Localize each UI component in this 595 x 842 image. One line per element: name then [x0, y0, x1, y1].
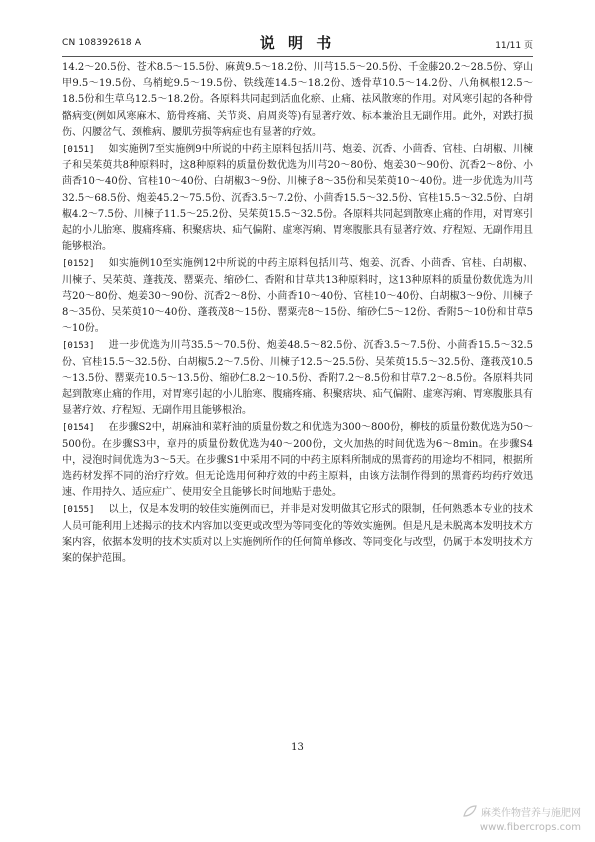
document-body — [62, 60, 533, 568]
header-divider — [62, 56, 533, 57]
document-number: CN 108392618 A — [62, 38, 142, 48]
leaf-logo-icon — [463, 805, 477, 821]
paragraph-0151 — [62, 142, 533, 255]
page-header — [62, 30, 533, 56]
paragraph-number: [0152] — [62, 259, 95, 270]
document-type-title: 说 明 书 — [259, 34, 336, 52]
paragraph-continuation — [62, 60, 533, 141]
paragraph-text: 进一步优选为川芎35.5～70.5份、炮姜48.5～82.5份、沉香3.5～7.5份、小茴香15.5～32.5份、官桂15.5～32.5份、白胡椒5.2～7.5份、川楝子12.5～25.5份、吴茱萸15.5～32.5份、蓬莪茂10.5～13.5份、罂粟壳10.5～13.5份、缩砂仁8.2～10.5份、香附7.2～8.5份和甘草7.2～8.5份。各原料共同起到散寒止痛的作用，对胃寒引起的小儿胎寒、腹痛疼痛、积聚痞块、疝气偏附、虚寒泻痢、胃寒腹胀具有显著疗效、疗程短、无副作用且能够根治。 — [62, 340, 533, 417]
site-watermark — [463, 805, 581, 834]
paragraph-number: [0154] — [62, 423, 95, 434]
watermark-url: www.fibercrops.com — [479, 822, 581, 833]
paragraph-text: 如实施例7至实施例9中所说的中药主原料包括川芎、炮姜、沉香、小茴香、官桂、白胡椒、川楝子和吴茱萸共8种原料时，这8种原料的质量份数优选为川芎20～80份、炮姜30～90份、沉香2～8份、小茴香10～40份、官桂10～40份、白胡椒3～9份、川楝子8～35份和吴茱萸10～40份。进一步优选为川芎32.5～68.5份、炮姜45.2～75.5份、沉香3.5～7.2份、小茴香15.5～32.5份、官桂15.5～32.5份、白胡椒4.2～7.5份、川楝子11.5～25.2份、吴茱萸15.5～32.5份。各原料共同起到散寒止痛的作用，对胃寒引起的小儿胎寒、腹痛疼痛、积聚痞块、疝气偏附、虚寒泻痢、胃寒腹胀具有显著疗效、疗程短、无副作用且能够根治。 — [62, 144, 533, 253]
paragraph-0155 — [62, 502, 533, 567]
paragraph-0154 — [62, 420, 533, 501]
paragraph-text: 以上，仅是本发明的较佳实施例而已，并非是对发明做其它形式的限制，任何熟悉本专业的技术人员可能利用上述揭示的技术内容加以变更或改型为等同变化的等效实施例。但是凡是未脱离本发明技术方案内容，依据本发明的技术实质对以上实施例所作的任何简单修改、等同变化与改型，仍属于本发明技术方案的保护范围。 — [62, 504, 533, 565]
page-indicator: 11/11 页 — [495, 41, 533, 51]
watermark-site-name: 麻类作物营养与施肥网 — [481, 808, 581, 819]
paragraph-number: [0155] — [62, 505, 95, 516]
page-number: 13 — [291, 742, 304, 753]
paragraph-text: 在步骤S2中，胡麻油和菜籽油的质量份数之和优选为300～800份，柳枝的质量份数优选为50～500份。在步骤S3中，章丹的质量份数优选为40～200份，文火加热的时间优选为6～8min。在步骤S4中，浸泡时间优选为3～5天。在步骤S1中采用不同的中药主原料所制成的黑膏药的用途均不相同，根据所选药材发挥不同的治疗疗效。但无论选用何种疗效的中药主原料，由该方法制作得到的黑膏药均药疗效迅速、作用持久、适应症广、使用安全且能够长时间地贴于患处。 — [62, 422, 533, 499]
paragraph-0152 — [62, 256, 533, 337]
paragraph-number: [0151] — [62, 145, 95, 156]
paragraph-number: [0153] — [62, 341, 95, 352]
paragraph-text: 14.2～20.5份、苍术8.5～15.5份、麻黄9.5～18.2份、川芎15.5～20.5份、千金藤20.2～28.5份、穿山甲9.5～19.5份、乌梢蛇9.5～19.5份、铁线莲14.5～18.2份、透骨草10.5～14.2份、八角枫根12.5～18.5份和生草乌12.5～18.2份。各原料共同起到活血化瘀、止痛、祛风散寒的作用。对风寒引起的各种骨骼病变(例如风寒麻木、筋骨疼痛、关节炎、肩周炎等)有显著疗效、标本兼治且无副作用。此外，对跌打损伤、闪腰岔气、颈椎病、腰肌劳损等病症也有显著的疗效。 — [62, 62, 533, 138]
paragraph-0153 — [62, 338, 533, 419]
paragraph-text: 如实施例10至实施例12中所说的中药主原料包括川芎、炮姜、沉香、小茴香、官桂、白胡椒、川楝子、吴茱萸、蓬莪茂、罂粟壳、缩砂仁、香附和甘草共13种原料时，这13种原料的质量份数优选为川芎20～80份、炮姜30～90份、沉香2～8份、小茴香10～40份、官桂10～40份、白胡椒3～9份、川楝子8～35份、吴茱萸10～40份、蓬莪茂8～15份、罂粟壳8～15份、缩砂仁5～12份、香附5～10份和甘草5～10份。 — [62, 258, 533, 335]
